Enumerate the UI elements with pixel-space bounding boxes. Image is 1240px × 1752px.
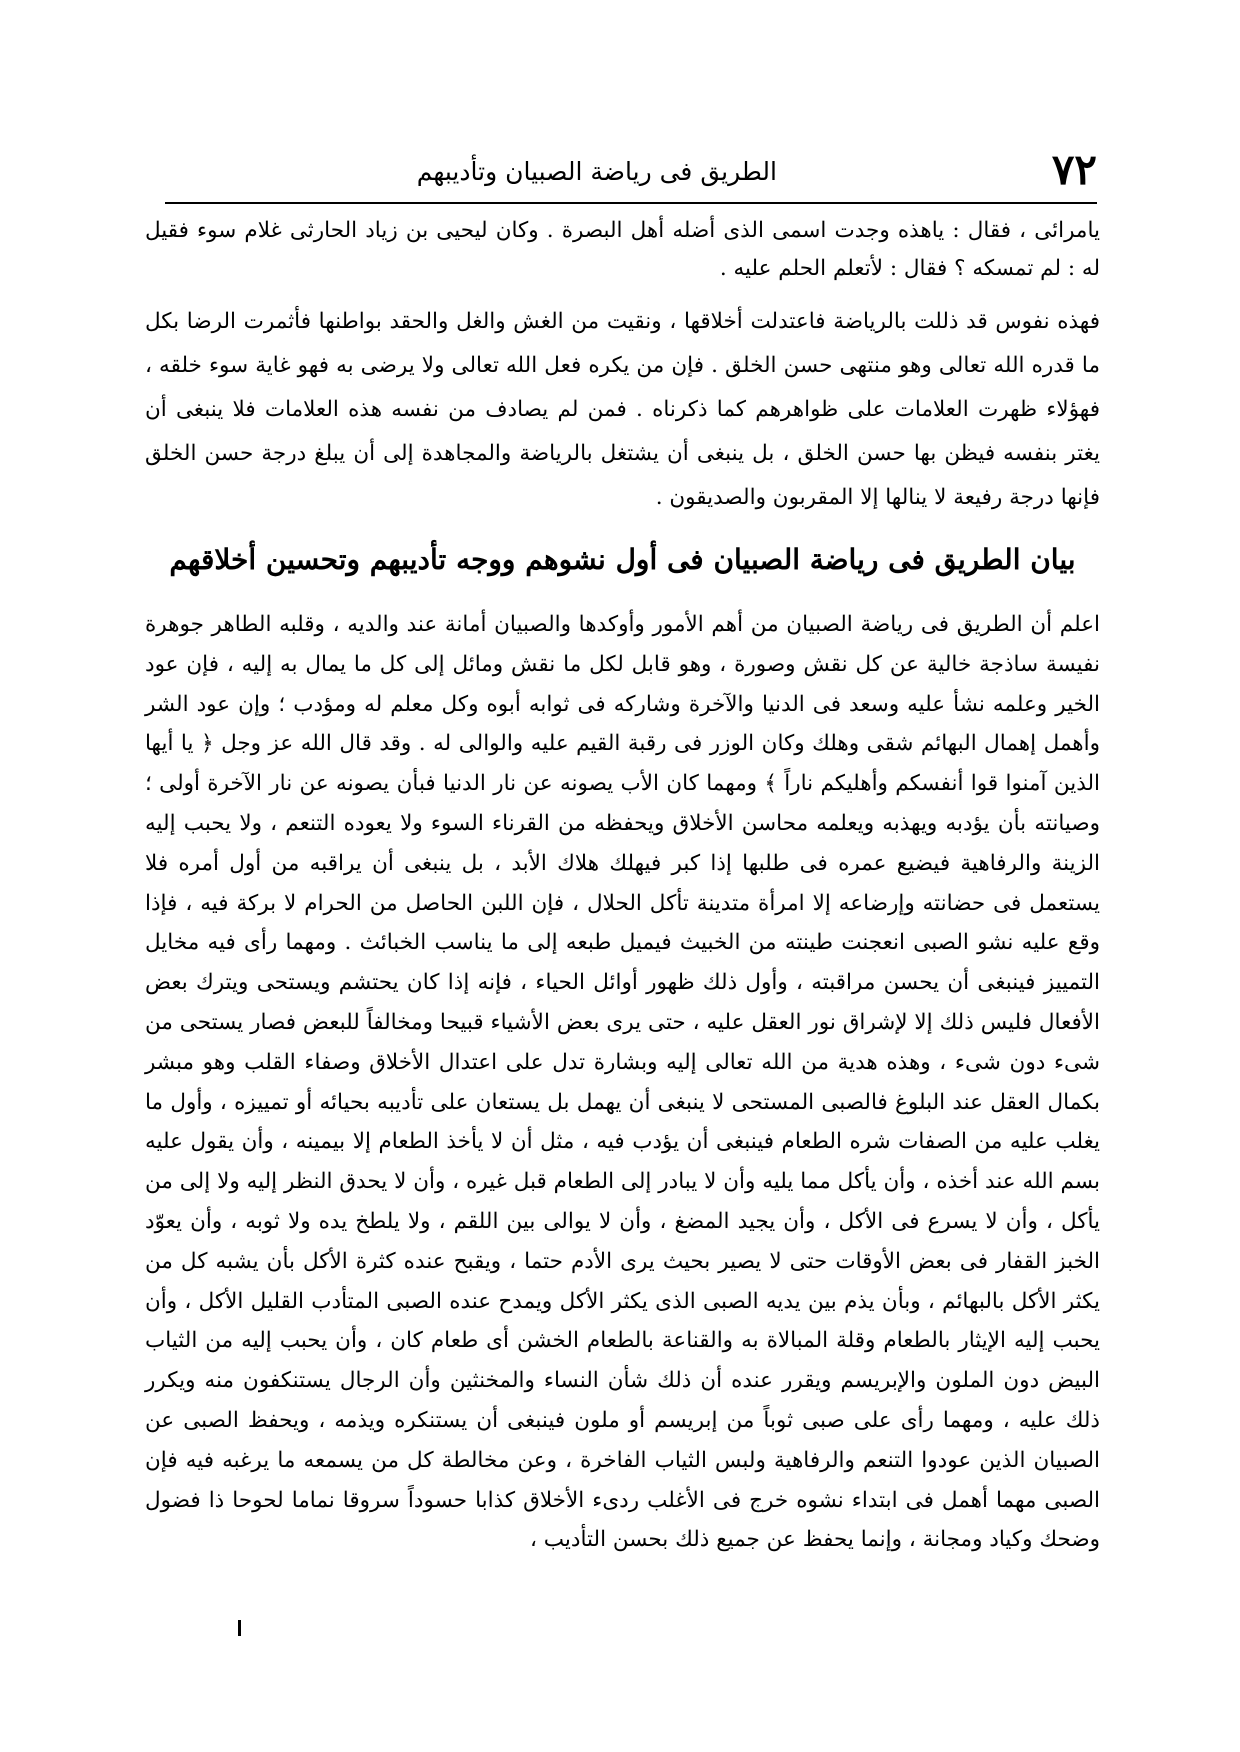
header-rule [165, 202, 1097, 204]
paragraph-3: اعلم أن الطريق فى رياضة الصبيان من أهم الأمور وأوكدها والصبيان أمانة عند والديه ، وقلبه الطاهر جوهرة نفيسة ساذجة خالية عن كل نقش وصورة ، وهو قابل لكل ما نقش ومائل إلى كل ما يمال به إليه ، فإن عود الخير وعلمه نشأ عليه وسعد فى الدنيا والآخرة وشاركه فى ثوابه أبوه وكل معلم له ومؤدب ؛ وإن عود الشر وأهمل إهمال البهائم شقى وهلك وكان الوزر فى رقبة القيم عليه والوالى له . وقد قال الله عز وجل ﴿ يا أيها الذين آمنوا قوا أنفسكم وأهليكم ناراً ﴾ ومهما كان الأب يصونه عن نار الدنيا فبأن يصونه عن نار الآخرة أولى ؛ وصيانته بأن يؤدبه ويهذبه ويعلمه محاسن الأخلاق ويحفظه من القرناء السوء ولا يعوده التنعم ، ولا يحبب إليه الزينة والرفاهية فيضيع عمره فى طلبها إذا كبر فيهلك هلاك الأبد ، بل ينبغى أن يراقبه من أول أمره فلا يستعمل فى حضانته وإرضاعه إلا امرأة متدينة تأكل الحلال ، فإن اللبن الحاصل من الحرام لا بركة فيه ، فإذا وقع عليه نشو الصبى انعجنت طينته من الخبيث فيميل طبعه إلى ما يناسب الخبائث . ومهما رأى فيه مخايل التمييز فينبغى أن يحسن مراقبته ، وأول ذلك ظهور أوائل الحياء ، فإنه إذا كان يحتشم ويستحى ويترك بعض الأفعال فليس ذلك إلا لإشراق نور العقل عليه ، حتى يرى بعض الأشياء قبيحا ومخالفاً للبعض فصار يستحى من شىء دون شىء ، وهذه هدية من الله تعالى إليه وبشارة تدل على اعتدال الأخلاق وصفاء القلب وهو مبشر بكمال العقل عند البلوغ فالصبى المستحى لا ينبغى أن يهمل بل يستعان على تأديبه بحيائه أو تمييزه ، وأول ما يغلب عليه من الصفات شره الطعام فينبغى أن يؤدب فيه ، مثل أن لا يأخذ الطعام إلا بيمينه ، وأن يقول عليه بسم الله عند أخذه ، وأن يأكل مما يليه وأن لا يبادر إلى الطعام قبل غيره ، وأن لا يحدق النظر إليه ولا إلى من يأكل ، وأن لا يسرع فى الأكل ، وأن يجيد المضغ ، وأن لا يوالى بين اللقم ، ولا يلطخ يده ولا ثوبه ، وأن يعوّد الخبز القفار فى بعض الأوقات حتى لا يصير بحيث يرى الأدم حتما ، ويقبح عنده كثرة الأكل بأن يشبه كل من يكثر الأكل بالبهائم ، وبأن يذم بين يديه الصبى الذى يكثر الأكل ويمدح عنده الصبى المتأدب القليل الأكل ، وأن يحبب إليه الإيثار بالطعام وقلة المبالاة به والقناعة بالطعام الخشن أى طعام كان ، وأن يحبب إليه من الثياب البيض دون الملون والإبريسم ويقرر عنده أن ذلك شأن النساء والمخنثين وأن الرجال يستنكفون منه ويكرر ذلك عليه ، ومهما رأى على صبى ثوباً من إبريسم أو ملون فينبغى أن يستنكره ويذمه ، ويحفظ الصبى عن الصبيان الذين عودوا التنعم والرفاهية ولبس الثياب الفاخرة ، وعن مخالطة كل من يسمعه ما يرغبه فيه فإن الصبى مهما أهمل فى ابتداء نشوه خرج فى الأغلب ردىء الأخلاق كذابا حسوداً سروقا نماما لحوحا ذا فضول وضحك وكياد ومجانة ، وإنما يحفظ عن جميع ذلك بحسن التأديب ، [145, 612, 1100, 1553]
page-header [165, 145, 1097, 195]
paragraph-2: فهذه نفوس قد ذللت بالرياضة فاعتدلت أخلاقها ، ونقيت من الغش والغل والحقد بواطنها فأثمرت الرضا بكل ما قدره الله تعالى وهو منتهى حسن الخلق . فإن من يكره فعل الله تعالى ولا يرضى به فهو غاية سوء خلقه ، فهؤلاء ظهرت العلامات على ظواهرهم كما ذكرناه . فمن لم يصادف من نفسه هذه العلامات فلا ينبغى أن يغتر بنفسه فيظن بها حسن الخلق ، بل ينبغى أن يشتغل بالرياضة والمجاهدة إلى أن يبلغ درجة حسن الخلق فإنها درجة رفيعة لا ينالها إلا المقربون والصديقون . [145, 309, 1100, 510]
running-title: الطريق فى رياضة الصبيان وتأديبهم [416, 157, 777, 186]
page-number: ٧٢ [1051, 145, 1097, 194]
paragraph-1: يامرائى ، فقال : ياهذه وجدت اسمى الذى أضله أهل البصرة . وكان ليحيى بن زياد الحارثى غلام سوء فقيل له : لم تمسكه ؟ فقال : لأتعلم الحلم عليه . [145, 218, 1100, 281]
section-heading: بيان الطريق فى رياضة الصبيان فى أول نشوهم ووجه تأديبهم وتحسين أخلاقهم [169, 543, 1076, 576]
margin-mark [238, 1620, 241, 1636]
